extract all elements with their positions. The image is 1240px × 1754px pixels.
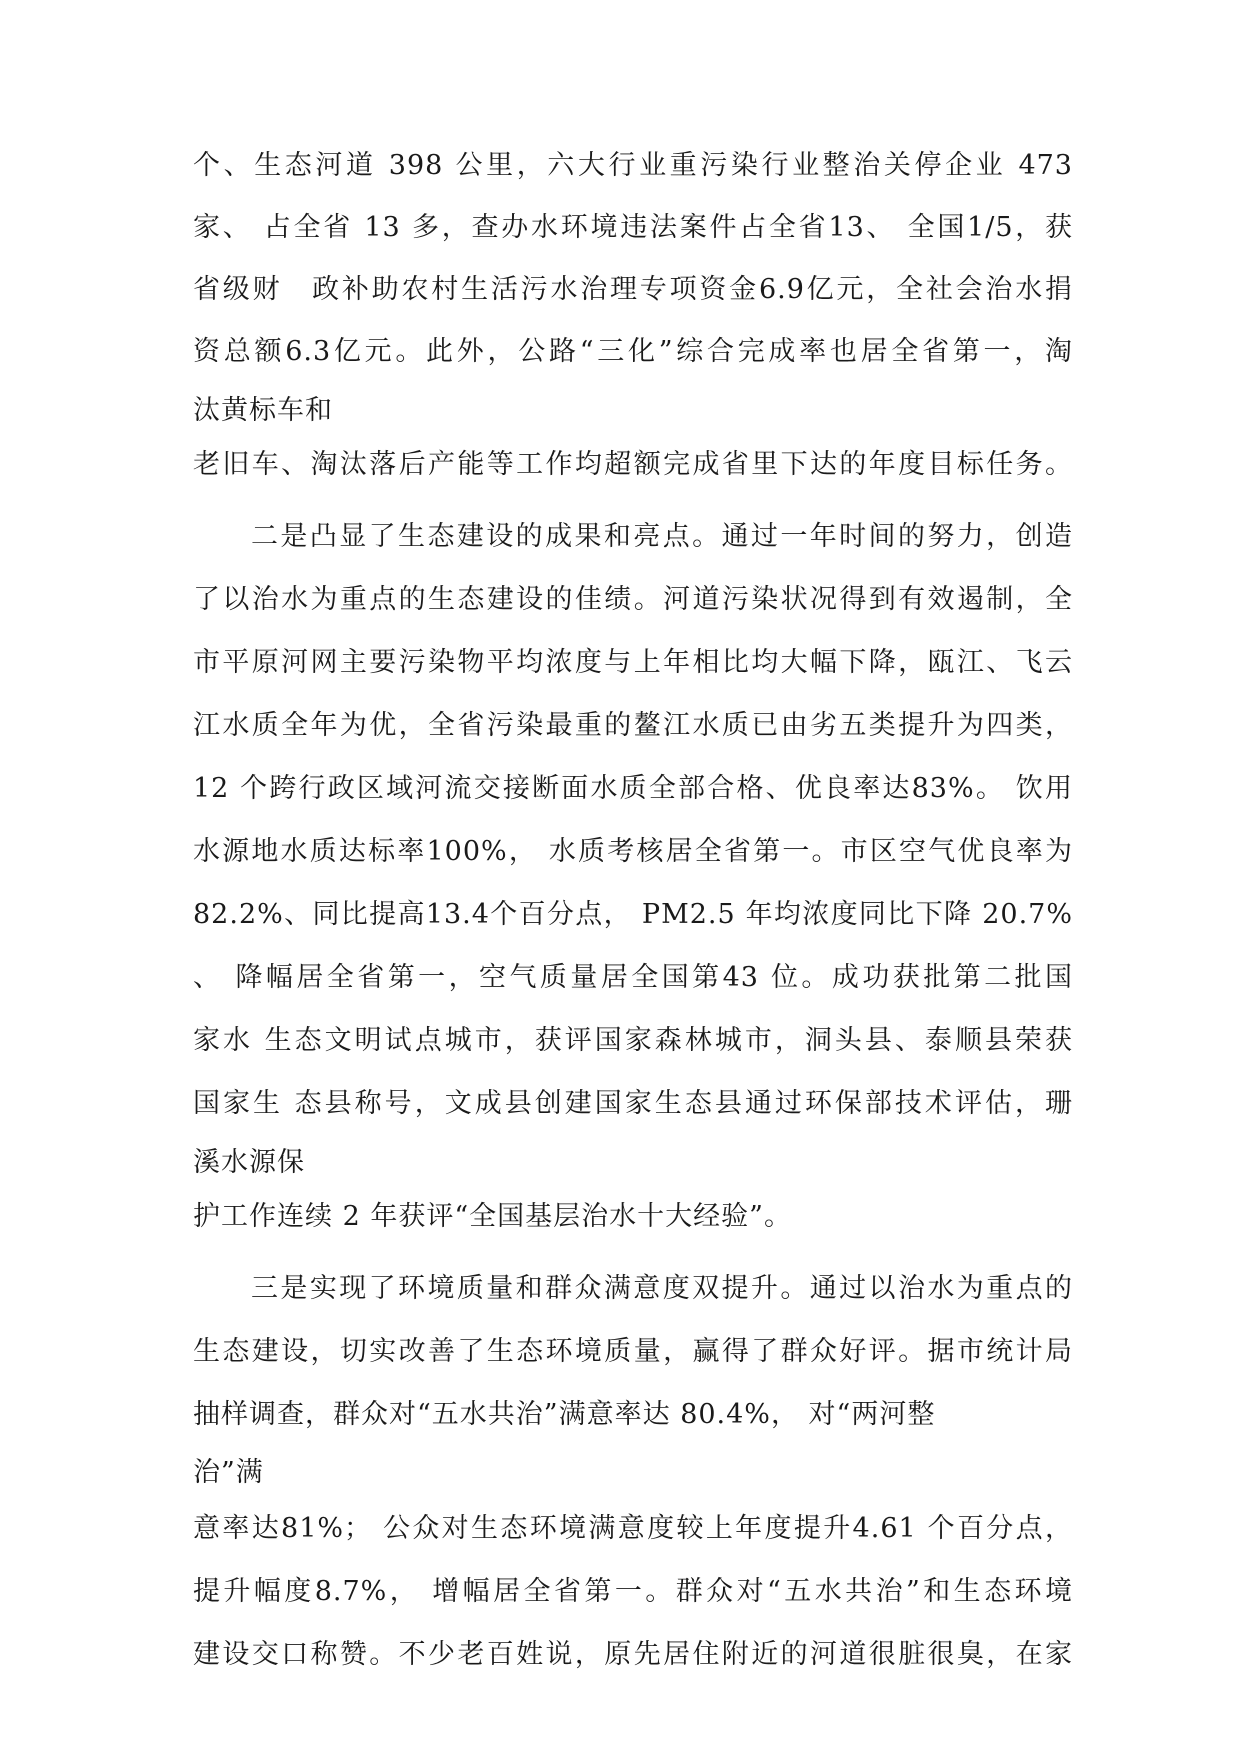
text-line: 护工作连续 2 年获评“全国基层治水十大经验”。 [193,1201,792,1232]
text-line: 个、生态河道 398 公里，六大行业重污染行业整治关停企业 473 [193,150,1073,181]
text-line: 82.2%、同比提高13.4个百分点， PM2.5 年均浓度同比下降 20.7% [193,899,1073,930]
text-line: 家、 占全省 13 多，查办水环境违法案件占全省13、 全国1/5，获 [193,212,1073,243]
text-line: 抽样调查，群众对“五水共治”满意率达 80.4%， 对“两河整 [193,1399,936,1430]
text-line: 市平原河网主要污染物平均浓度与上年相比均大幅下降，瓯江、飞云 [193,647,1073,678]
text-line: 、 降幅居全省第一，空气质量居全国第43 位。成功获批第二批国 [193,962,1073,993]
text-line: 老旧车、淘汰落后产能等工作均超额完成省里下达的年度目标任务。 [193,449,1073,480]
text-line: 提升幅度8.7%， 增幅居全省第一。群众对“五水共治”和生态环境 [193,1576,1073,1607]
text-line: 省级财 政补助农村生活污水治理专项资金6.9亿元，全社会治水捐 [193,274,1073,305]
text-line: 资总额6.3亿元。此外，公路“三化”综合完成率也居全省第一，淘 [193,336,1073,367]
text-line: 生态建设，切实改善了生态环境质量，赢得了群众好评。据市统计局 [193,1336,1073,1367]
text-line: 家水 生态文明试点城市，获评国家森林城市，洞头县、泰顺县荣获 [193,1025,1073,1056]
paragraph-first-line: 二是凸显了生态建设的成果和亮点。通过一年时间的努力，创造 [251,521,1073,552]
text-line: 意率达81%； 公众对生态环境满意度较上年度提升4.61 个百分点， [193,1513,1073,1544]
paragraph-first-line: 三是实现了环境质量和群众满意度双提升。通过以治水为重点的 [251,1273,1073,1304]
text-line: 溪水源保 [193,1147,305,1178]
text-line: 了以治水为重点的生态建设的佳绩。河道污染状况得到有效遏制，全 [193,584,1073,615]
text-line: 汰黄标车和 [193,395,333,426]
text-line: 国家生 态县称号，文成县创建国家生态县通过环保部技术评估，珊 [193,1088,1073,1119]
text-line: 12 个跨行政区域河流交接断面水质全部合格、优良率达83%。 饮用 [193,773,1073,804]
text-line: 建设交口称赞。不少老百姓说，原先居住附近的河道很脏很臭，在家 [193,1639,1073,1670]
text-line: 水源地水质达标率100%， 水质考核居全省第一。市区空气优良率为 [193,836,1073,867]
text-line: 江水质全年为优，全省污染最重的鳌江水质已由劣五类提升为四类， [193,710,1073,741]
text-line: 治”满 [193,1457,264,1488]
